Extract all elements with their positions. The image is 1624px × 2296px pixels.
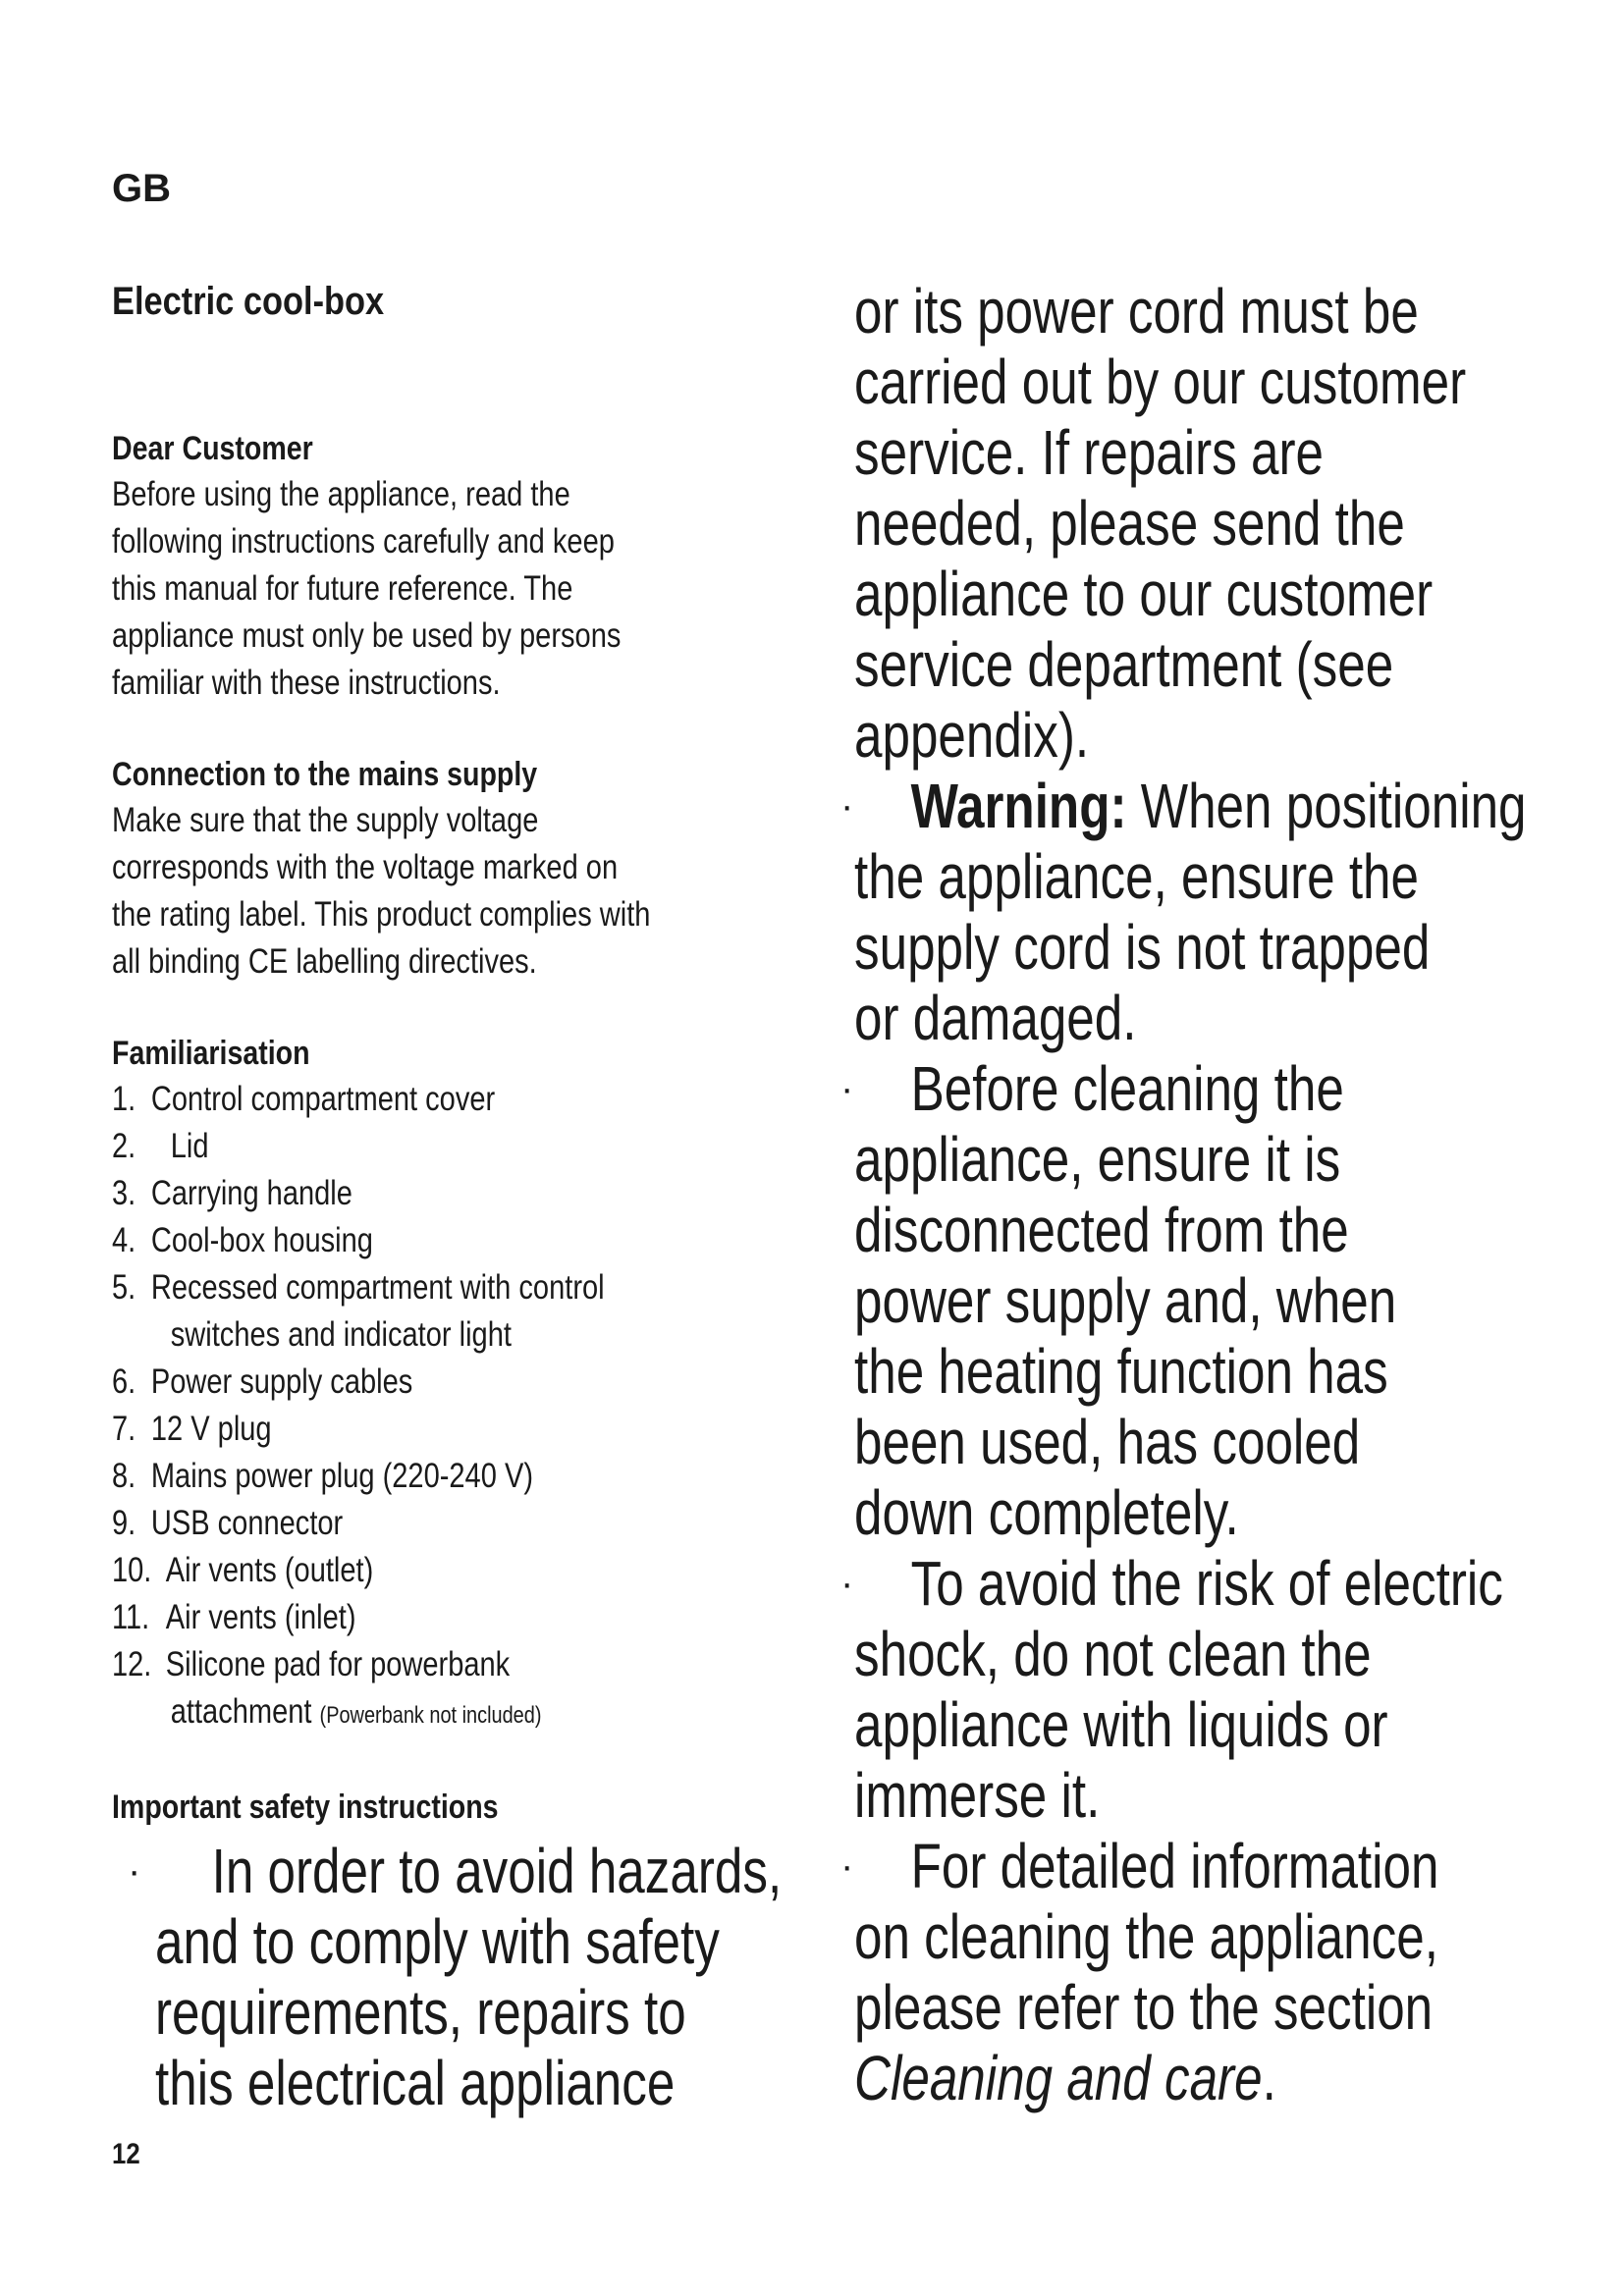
section-heading-mains: Connection to the mains supply <box>112 756 538 793</box>
text-line: familiar with these instructions. <box>112 664 501 702</box>
list-item: 10. Air vents (outlet) <box>112 1551 374 1589</box>
text-line: the rating label. This product complies with <box>112 895 651 934</box>
list-item: 7. 12 V plug <box>112 1410 272 1448</box>
text-line: immerse it. <box>854 1760 1101 1831</box>
text-line: this electrical appliance <box>155 2048 676 2118</box>
text-line: or its power cord must be <box>854 276 1419 347</box>
text-line: all binding CE labelling directives. <box>112 942 537 981</box>
page-number: 12 <box>112 2138 140 2170</box>
text-line: needed, please send the <box>854 488 1405 559</box>
document-title: Electric cool-box <box>112 280 385 323</box>
bullet-marker: · <box>840 1067 854 1110</box>
list-item: 11. Air vents (inlet) <box>112 1598 356 1636</box>
bullet-marker: · <box>840 1844 854 1888</box>
text-line: disconnected from the <box>854 1195 1349 1265</box>
safety-bullet-repairs <box>112 1836 799 2118</box>
bullet-marker: · <box>840 784 854 828</box>
left-column <box>112 280 799 2118</box>
text-line: Make sure that the supply voltage <box>112 801 539 839</box>
text-line: For detailed information <box>910 1831 1439 1901</box>
text-line: In order to avoid hazards, <box>211 1836 783 1906</box>
text-line: please refer to the section <box>854 1972 1434 2043</box>
warning-label: Warning: <box>910 771 1127 841</box>
text-line: supply cord is not trapped <box>854 912 1431 983</box>
text-line: or damaged. <box>854 983 1137 1053</box>
section-heading-safety: Important safety instructions <box>112 1789 499 1826</box>
list-item: 3. Carrying handle <box>112 1174 352 1212</box>
language-code: GB <box>112 167 171 210</box>
list-item: 8. Mains power plug (220-240 V) <box>112 1457 534 1495</box>
text-line: on cleaning the appliance, <box>854 1901 1438 1972</box>
text-line: down completely. <box>854 1477 1239 1548</box>
section-reference: Cleaning and care <box>854 2043 1263 2113</box>
safety-repairs-continued <box>854 276 1561 771</box>
text-line: Before cleaning the <box>910 1053 1344 1124</box>
text-line: Before using the appliance, read the <box>112 475 570 513</box>
list-item: 1. Control compartment cover <box>112 1080 496 1118</box>
text-line: Cleaning and care. <box>854 2043 1276 2113</box>
text-line: carried out by our customer <box>854 347 1467 417</box>
text-line: and to comply with safety <box>155 1906 720 1977</box>
list-item: 6. Power supply cables <box>112 1362 413 1401</box>
list-item-continuation: attachment (Powerbank not included) <box>170 1692 542 1731</box>
text-line: Warning: When positioning <box>910 771 1527 841</box>
text-line: following instructions carefully and keep <box>112 522 615 561</box>
section-heading-dear-customer: Dear Customer <box>112 430 313 467</box>
bullet-marker: · <box>840 1562 854 1605</box>
text-line: service. If repairs are <box>854 417 1325 488</box>
list-item: 4. Cool-box housing <box>112 1221 373 1259</box>
safety-bullet-shock <box>840 1548 1561 1831</box>
text-line: the heating function has <box>854 1336 1388 1407</box>
text-line: appliance, ensure it is <box>854 1124 1341 1195</box>
list-item: 2. Lid <box>112 1127 209 1165</box>
list-item: 9. USB connector <box>112 1504 344 1542</box>
list-item: 5. Recessed compartment with control <box>112 1268 605 1307</box>
safety-bullet-cleaning <box>840 1053 1561 1548</box>
list-item-continuation: switches and indicator light <box>170 1315 512 1354</box>
mains-text <box>112 797 799 986</box>
text-line: appendix). <box>854 700 1090 771</box>
safety-bullet-detail <box>840 1831 1561 2113</box>
right-column <box>840 276 1561 2113</box>
text-line: this manual for future reference. The <box>112 569 573 608</box>
dear-customer-text <box>112 471 799 707</box>
text-line: requirements, repairs to <box>155 1977 686 2048</box>
text-line: appliance must only be used by persons <box>112 616 622 655</box>
text-line: shock, do not clean the <box>854 1619 1372 1689</box>
bullet-marker: · <box>128 1849 141 1893</box>
list-item-note: (Powerbank not included) <box>319 1702 542 1729</box>
section-heading-familiarisation: Familiarisation <box>112 1035 310 1072</box>
text-line: appliance with liquids or <box>854 1689 1388 1760</box>
text-line: To avoid the risk of electric <box>910 1548 1503 1619</box>
text-line: the appliance, ensure the <box>854 841 1419 912</box>
text-line: power supply and, when <box>854 1265 1397 1336</box>
text-line: service department (see <box>854 629 1394 700</box>
familiarisation-list <box>112 1076 799 1739</box>
text-line: appliance to our customer <box>854 559 1434 629</box>
list-item: 12. Silicone pad for powerbank <box>112 1645 511 1683</box>
text-line: been used, has cooled <box>854 1407 1361 1477</box>
text-line: corresponds with the voltage marked on <box>112 848 619 886</box>
safety-bullet-warning <box>840 771 1561 1053</box>
